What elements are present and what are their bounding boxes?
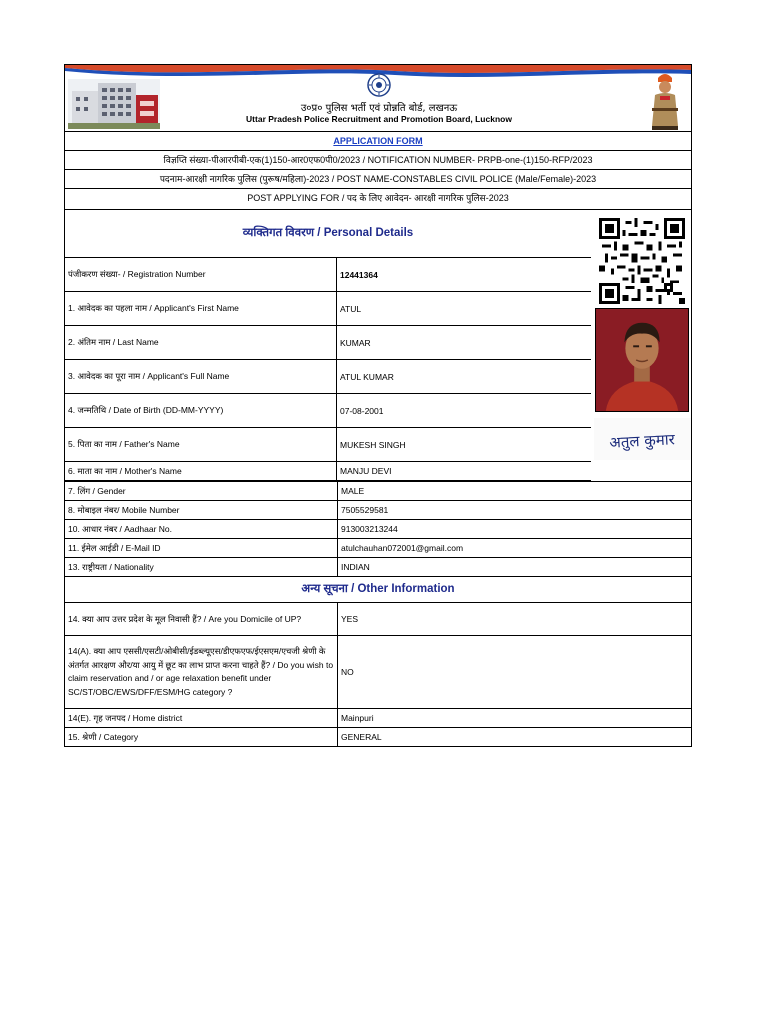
registration-number-label: पंजीकरण संख्या- / Registration Number (65, 258, 337, 291)
table-row (65, 360, 591, 394)
board-name-hindi: उ०प्र० पुलिस भर्ती एवं प्रोन्नति बोर्ड, लखनऊ (300, 103, 458, 114)
table-row (65, 636, 691, 709)
board-name-english: Uttar Pradesh Police Recruitment and Promotion Board, Lucknow (246, 114, 512, 124)
other-information-heading: अन्य सूचना / Other Information (65, 577, 691, 603)
father-name-label: 5. पिता का नाम / Father's Name (65, 428, 337, 461)
last-name-label: 2. अंतिम नाम / Last Name (65, 326, 337, 359)
domicile-value: YES (341, 614, 359, 624)
full-name-value: ATUL KUMAR (340, 371, 394, 382)
table-row (65, 520, 691, 539)
table-row (65, 603, 691, 636)
aadhaar-number-value: 913003213244 (341, 524, 398, 534)
table-row (65, 539, 691, 558)
table-row (65, 394, 591, 428)
mobile-number-value: 7505529581 (341, 505, 389, 515)
personal-details-continued (64, 482, 692, 747)
table-row (65, 428, 591, 462)
home-district-value: Mainpuri (341, 713, 374, 723)
personal-details-heading: व्यक्तिगत विवरण / Personal Details (65, 210, 591, 258)
personal-details-table (65, 210, 591, 481)
table-row (65, 462, 591, 481)
registration-number-value: 12441364 (340, 269, 378, 280)
reservation-claim-label: 14(A). क्या आप एससी/एसटी/ओबीसी/ईडब्ल्यूएस/डीएफएफ/ईएसएम/एचजी श्रेणी के अंतर्गत आरक्षण और/या आयु में छूट का लाभ प्राप्त करना चाहते हैं? / Do you wish to claim reservation and / or age relaxation benefit under SC/ST/OBC/EWS/DFF/ESM/HG category ? (65, 636, 338, 708)
nationality-value: INDIAN (341, 562, 370, 572)
table-row (65, 258, 591, 292)
email-label: 11. ईमेल आईडी / E-Mail ID (65, 539, 338, 557)
gender-value: MALE (341, 486, 365, 496)
application-sheet (64, 64, 692, 747)
category-value: GENERAL (341, 732, 382, 742)
post-applying-for: POST APPLYING FOR / पद के लिए आवेदन- आरक्षी नागरिक पुलिस-2023 (64, 188, 692, 207)
headquarters-building-image (68, 79, 160, 129)
applicant-photo (595, 308, 689, 412)
email-value: atulchauhan072001@gmail.com (341, 543, 464, 553)
table-row (65, 709, 691, 728)
signature-text: अतुल कुमार (608, 430, 676, 452)
mobile-number-label: 8. मोबाइल नंबर/ Mobile Number (65, 501, 338, 519)
form-title-link[interactable]: APPLICATION FORM (64, 131, 692, 150)
up-police-emblem-icon (367, 73, 391, 97)
personal-details-section (64, 209, 692, 482)
full-name-label: 3. आवेदक का पूरा नाम / Applicant's Full Name (65, 360, 337, 393)
date-of-birth-value: 07-08-2001 (340, 405, 384, 416)
mother-name-label: 6. माता का नाम / Mother's Name (65, 462, 337, 480)
gender-label: 7. लिंग / Gender (65, 482, 338, 500)
board-header (64, 64, 692, 131)
applicant-signature (594, 418, 691, 460)
table-row (65, 292, 591, 326)
home-district-label: 14(E). गृह जनपद / Home district (65, 709, 338, 727)
last-name-value: KUMAR (340, 337, 371, 348)
mother-name-value: MANJU DEVI (340, 466, 392, 476)
table-row (65, 482, 691, 501)
first-name-label: 1. आवेदक का पहला नाम / Applicant's First Name (65, 292, 337, 325)
table-row (65, 558, 691, 577)
police-officer-image (644, 70, 686, 130)
qr-code (599, 218, 685, 304)
notification-number: विज्ञप्ति संख्या-पीआरपीबी-एक(1)150-आर0एफ0पी0/2023 / NOTIFICATION NUMBER- PRPB-one-(1)150-RFP/2023 (64, 150, 692, 169)
reservation-claim-value: NO (341, 667, 354, 677)
date-of-birth-label: 4. जन्मतिथि / Date of Birth (DD-MM-YYYY) (65, 394, 337, 427)
nationality-label: 13. राष्ट्रीयता / Nationality (65, 558, 338, 576)
domicile-label: 14. क्या आप उत्तर प्रदेश के मूल निवासी हैं? / Are you Domicile of UP? (65, 603, 338, 635)
table-row (65, 501, 691, 520)
first-name-value: ATUL (340, 303, 362, 314)
table-row (65, 326, 591, 360)
category-label: 15. श्रेणी / Category (65, 728, 338, 746)
table-row (65, 728, 691, 747)
post-name: पदनाम-आरक्षी नागरिक पुलिस (पुरूष/महिला)-2023 / POST NAME-CONSTABLES CIVIL POLICE (Male/Female)-2023 (64, 169, 692, 188)
father-name-value: MUKESH SINGH (340, 439, 406, 450)
aadhaar-number-label: 10. आधार नंबर / Aadhaar No. (65, 520, 338, 538)
